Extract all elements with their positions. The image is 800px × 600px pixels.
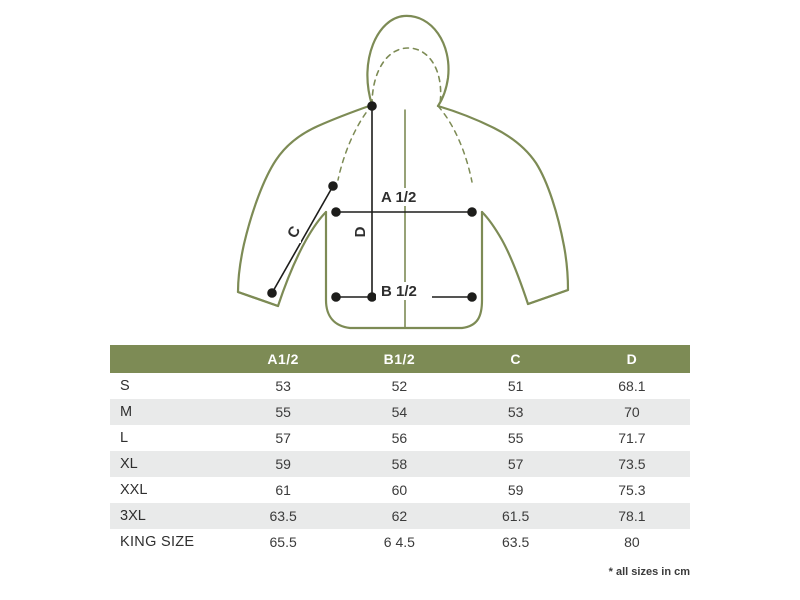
- cell-c: 53: [458, 399, 574, 425]
- label-b-half: B 1/2: [381, 283, 417, 300]
- footnote: * all sizes in cm: [608, 566, 690, 578]
- cell-d: 70: [574, 399, 690, 425]
- label-a-half: A 1/2: [381, 189, 417, 206]
- cell-c: 57: [458, 451, 574, 477]
- cell-a: 65.5: [225, 529, 341, 555]
- cell-c: 51: [458, 373, 574, 399]
- cell-b: 52: [341, 373, 457, 399]
- cell-size: S: [110, 373, 225, 399]
- size-table-body: [110, 373, 690, 555]
- size-table: [110, 345, 690, 555]
- table-row: [110, 477, 690, 503]
- cell-b: 54: [341, 399, 457, 425]
- cell-size: L: [110, 425, 225, 451]
- cell-b: 62: [341, 503, 457, 529]
- table-row: [110, 503, 690, 529]
- cell-a: 57: [225, 425, 341, 451]
- size-table-wrapper: [110, 345, 690, 555]
- cell-d: 80: [574, 529, 690, 555]
- cell-size: XL: [110, 451, 225, 477]
- cell-a: 53: [225, 373, 341, 399]
- header-c: C: [458, 345, 574, 373]
- header-b-half: B1/2: [341, 345, 457, 373]
- table-row: [110, 529, 690, 555]
- cell-c: 63.5: [458, 529, 574, 555]
- size-table-head: [110, 345, 690, 373]
- table-row: [110, 451, 690, 477]
- table-row: [110, 425, 690, 451]
- cell-size: M: [110, 399, 225, 425]
- cell-a: 59: [225, 451, 341, 477]
- cell-b: 6 4.5: [341, 529, 457, 555]
- label-c: C: [284, 223, 305, 241]
- label-d: D: [352, 226, 369, 238]
- cell-b: 58: [341, 451, 457, 477]
- cell-c: 61.5: [458, 503, 574, 529]
- cell-d: 73.5: [574, 451, 690, 477]
- table-row: [110, 399, 690, 425]
- header-d: D: [574, 345, 690, 373]
- header-size: [110, 345, 225, 373]
- table-row: [110, 373, 690, 399]
- cell-c: 59: [458, 477, 574, 503]
- cell-size: 3XL: [110, 503, 225, 529]
- cell-a: 61: [225, 477, 341, 503]
- cell-d: 71.7: [574, 425, 690, 451]
- cell-c: 55: [458, 425, 574, 451]
- cell-d: 68.1: [574, 373, 690, 399]
- cell-a: 55: [225, 399, 341, 425]
- cell-size: KING SIZE: [110, 529, 225, 555]
- cell-d: 75.3: [574, 477, 690, 503]
- cell-size: XXL: [110, 477, 225, 503]
- cell-b: 60: [341, 477, 457, 503]
- header-a-half: A1/2: [225, 345, 341, 373]
- table-header-row: [110, 345, 690, 373]
- cell-b: 56: [341, 425, 457, 451]
- cell-d: 78.1: [574, 503, 690, 529]
- cell-a: 63.5: [225, 503, 341, 529]
